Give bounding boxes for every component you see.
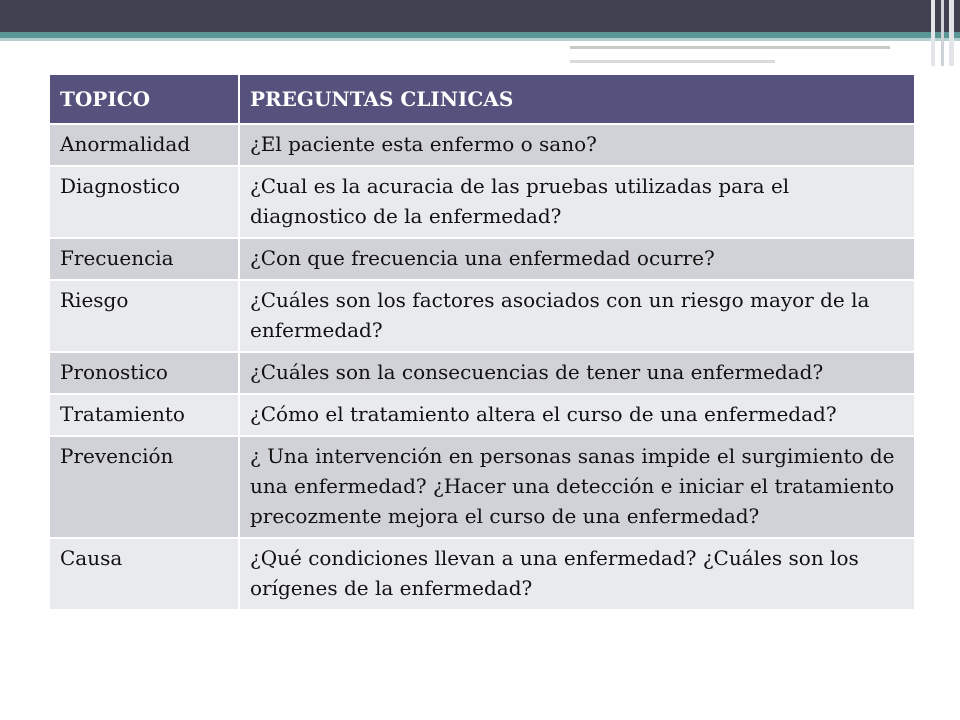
topic-cell: Pronostico xyxy=(49,352,239,394)
question-cell: ¿Con que frecuencia una enfermedad ocurre? xyxy=(239,238,915,280)
topic-cell: Frecuencia xyxy=(49,238,239,280)
table-row xyxy=(49,352,915,394)
decorative-rule xyxy=(570,46,890,49)
question-cell: ¿Cuáles son la consecuencias de tener una enfermedad? xyxy=(239,352,915,394)
table-row xyxy=(49,538,915,610)
table-header-row xyxy=(49,74,915,124)
table-row xyxy=(49,166,915,238)
topic-cell: Prevención xyxy=(49,436,239,538)
topic-cell: Diagnostico xyxy=(49,166,239,238)
table-row xyxy=(49,124,915,166)
table-row xyxy=(49,280,915,352)
question-cell: ¿Cómo el tratamiento altera el curso de una enfermedad? xyxy=(239,394,915,436)
question-cell: ¿Cuáles son los factores asociados con un riesgo mayor de la enfermedad? xyxy=(239,280,915,352)
table-row xyxy=(49,238,915,280)
topic-cell: Causa xyxy=(49,538,239,610)
header-topico: TOPICO xyxy=(49,74,239,124)
question-cell: ¿El paciente esta enfermo o sano? xyxy=(239,124,915,166)
clinical-questions-table xyxy=(48,73,916,611)
topic-cell: Riesgo xyxy=(49,280,239,352)
question-cell: ¿ Una intervención en personas sanas impide el surgimiento de una enfermedad? ¿Hacer una detección e iniciar el tratamiento precozmente mejora el curso de una enfermedad? xyxy=(239,436,915,538)
decorative-rule-short xyxy=(570,60,775,63)
header-preguntas-clinicas: PREGUNTAS CLINICAS xyxy=(239,74,915,124)
topic-cell: Anormalidad xyxy=(49,124,239,166)
question-cell: ¿Qué condiciones llevan a una enfermedad? ¿Cuáles son los orígenes de la enfermedad? xyxy=(239,538,915,610)
topic-cell: Tratamiento xyxy=(49,394,239,436)
table-row xyxy=(49,436,915,538)
question-cell: ¿Cual es la acuracia de las pruebas utilizadas para el diagnostico de la enfermedad? xyxy=(239,166,915,238)
table-row xyxy=(49,394,915,436)
top-banner xyxy=(0,0,960,32)
corner-decoration xyxy=(941,0,944,66)
corner-decoration xyxy=(949,0,954,66)
corner-decoration xyxy=(931,0,935,66)
teal-accent-line-light xyxy=(0,38,960,41)
